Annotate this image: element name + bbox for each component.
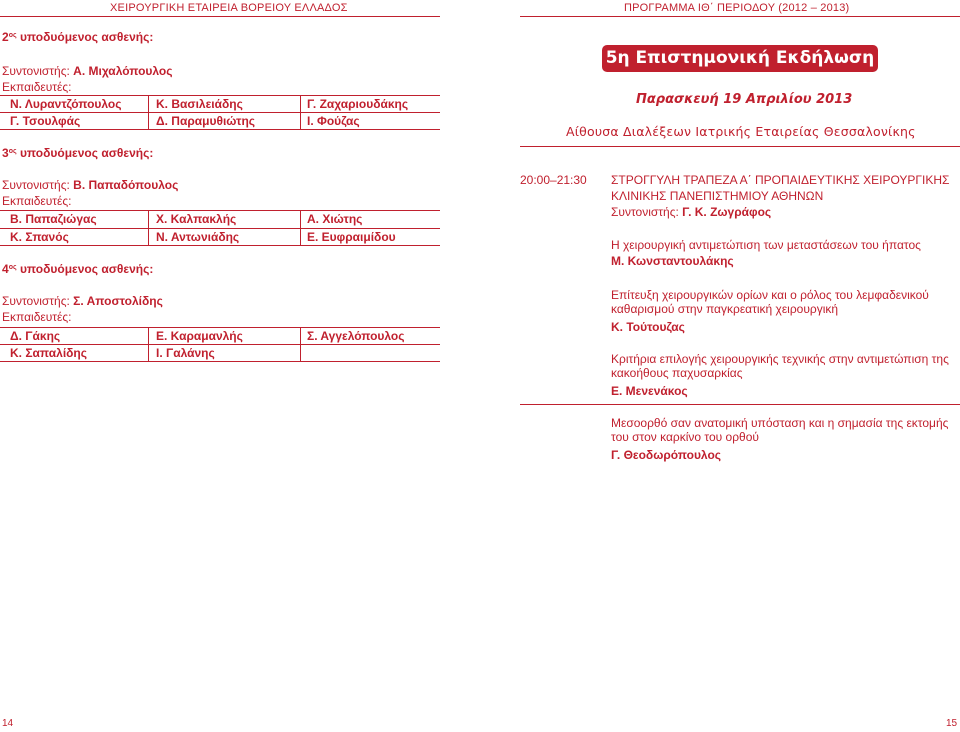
event-banner: 5η Επιστημονική Εκδήλωση [602, 45, 878, 72]
case-2-title: $2^{o\varsigma}$ υποδυόμενος ασθενής: [2, 30, 154, 44]
case-2-coordinator: Συντονιστής: Α. Μιχαλόπουλος [2, 64, 173, 78]
case-3-table-mid [0, 228, 440, 229]
event-rule [520, 146, 960, 147]
case-4-table-bottom [0, 361, 440, 362]
case-2-table-bottom [0, 129, 440, 130]
talk-topic: Μεσοορθό σαν ανατομική υπόσταση και η σημασία της εκτομής του στον καρκίνο του ορθού [611, 416, 949, 444]
case-3-trainees-label: Εκπαιδευτές: [2, 194, 72, 208]
case-4-table-mid [0, 344, 440, 345]
session-time: 20:00–21:30 [520, 173, 587, 187]
case-2-trainee: Δ. Παραμυθιώτης [156, 114, 256, 128]
case-4-trainee: Ι. Γαλάνης [156, 346, 215, 360]
case-3-table-top [0, 210, 440, 211]
case-4-title: $4^{o\varsigma}$ υποδυόμενος ασθενής: [2, 262, 154, 276]
case-2-table-top [0, 95, 440, 96]
session-title-line2: ΚΛΙΝΙΚΗΣ ΠΑΝΕΠΙΣΤΗΜΙΟΥ ΑΘΗΝΩΝ [611, 189, 824, 203]
case-3-table-bottom [0, 245, 440, 246]
case-4-trainee: Δ. Γάκης [10, 329, 61, 343]
case-3-trainee: Β. Παπαζιώγας [10, 212, 97, 226]
page-number-right: 15 [946, 718, 958, 729]
page-number-left: 14 [2, 718, 14, 729]
case-2-trainee: Ι. Φούζας [307, 114, 360, 128]
case-2-trainees-label: Εκπαιδευτές: [2, 80, 72, 94]
case-2-trainee: Κ. Βασιλειάδης [156, 97, 243, 111]
case-4-col-divider [300, 327, 301, 361]
header-rule-right [520, 16, 960, 17]
session-rule [520, 404, 960, 405]
event-hall: Αίθουσα Διαλέξεων Ιατρικής Εταιρείας Θεσσαλονίκης [566, 124, 916, 139]
case-4-trainee: Σ. Αγγελόπουλος [307, 329, 405, 343]
talk-topic: Επίτευξη χειρουργικών ορίων και ο ρόλος του λεμφαδενικού καθαρισμού στην παγκρεατική χειρουργική [611, 288, 929, 316]
event-date: Παρασκευή 19 Απριλίου 2013 [636, 92, 853, 107]
case-3-title: $3^{o\varsigma}$ υποδυόμενος ασθενής: [2, 146, 154, 160]
case-2-table-mid [0, 112, 440, 113]
talk-speaker: Γ. Θεοδωρόπουλος [611, 448, 722, 462]
case-4-trainee: Κ. Σαπαλίδης [10, 346, 87, 360]
case-2-col-divider [148, 95, 149, 129]
case-3-trainee: Ν. Αντωνιάδης [156, 230, 240, 244]
case-4-table-top [0, 327, 440, 328]
header-right-title: ΠΡΟΓΡΑΜΜΑ ΙΘ΄ ΠΕΡΙΟΔΟΥ (2012 – 2013) [624, 2, 850, 14]
session-title-line1: ΣΤΡΟΓΓΥΛΗ ΤΡΑΠΕΖΑ Α΄ ΠΡΟΠΑΙΔΕΥΤΙΚΗΣ ΧΕΙΡΟΥΡΓΙΚΗΣ [611, 173, 950, 187]
case-3-trainee: Χ. Καλπακλής [156, 212, 237, 226]
case-3-trainee: Ε. Ευφραιμίδου [307, 230, 396, 244]
case-3-coordinator: Συντονιστής: Β. Παπαδόπουλος [2, 178, 179, 192]
talk-topic: Η χειρουργική αντιμετώπιση των μεταστάσεων του ήπατος [611, 238, 921, 252]
case-2-trainee: Ν. Λυραντζόπουλος [10, 97, 122, 111]
case-2-col-divider [300, 95, 301, 129]
talk-topic: Κριτήρια επιλογής χειρουργικής τεχνικής στην αντιμετώπιση της κακοήθους παχυσαρκίας [611, 352, 949, 380]
case-4-trainees-label: Εκπαιδευτές: [2, 310, 72, 324]
session-coordinator: Συντονιστής: Γ. Κ. Ζωγράφος [611, 205, 772, 219]
case-4-trainee: Ε. Καραμανλής [156, 329, 243, 343]
header-left-title: ΧΕΙΡΟΥΡΓΙΚΗ ΕΤΑΙΡΕΙΑ ΒΟΡΕΙΟΥ ΕΛΛΑΔΟΣ [110, 2, 348, 14]
case-4-col-divider [148, 327, 149, 361]
talk-speaker: Μ. Κωνσταντουλάκης [611, 254, 734, 268]
header-rule-left [0, 16, 440, 17]
case-3-trainee: Α. Χιώτης [307, 212, 363, 226]
talk-speaker: Ε. Μενενάκος [611, 384, 688, 398]
case-2-trainee: Γ. Τσουλφάς [10, 114, 81, 128]
case-4-coordinator: Συντονιστής: Σ. Αποστολίδης [2, 294, 163, 308]
case-3-trainee: Κ. Σπανός [10, 230, 69, 244]
case-2-trainee: Γ. Ζαχαριουδάκης [307, 97, 409, 111]
case-3-col-divider [148, 210, 149, 245]
talk-speaker: Κ. Τούτουζας [611, 320, 685, 334]
case-3-col-divider [300, 210, 301, 245]
